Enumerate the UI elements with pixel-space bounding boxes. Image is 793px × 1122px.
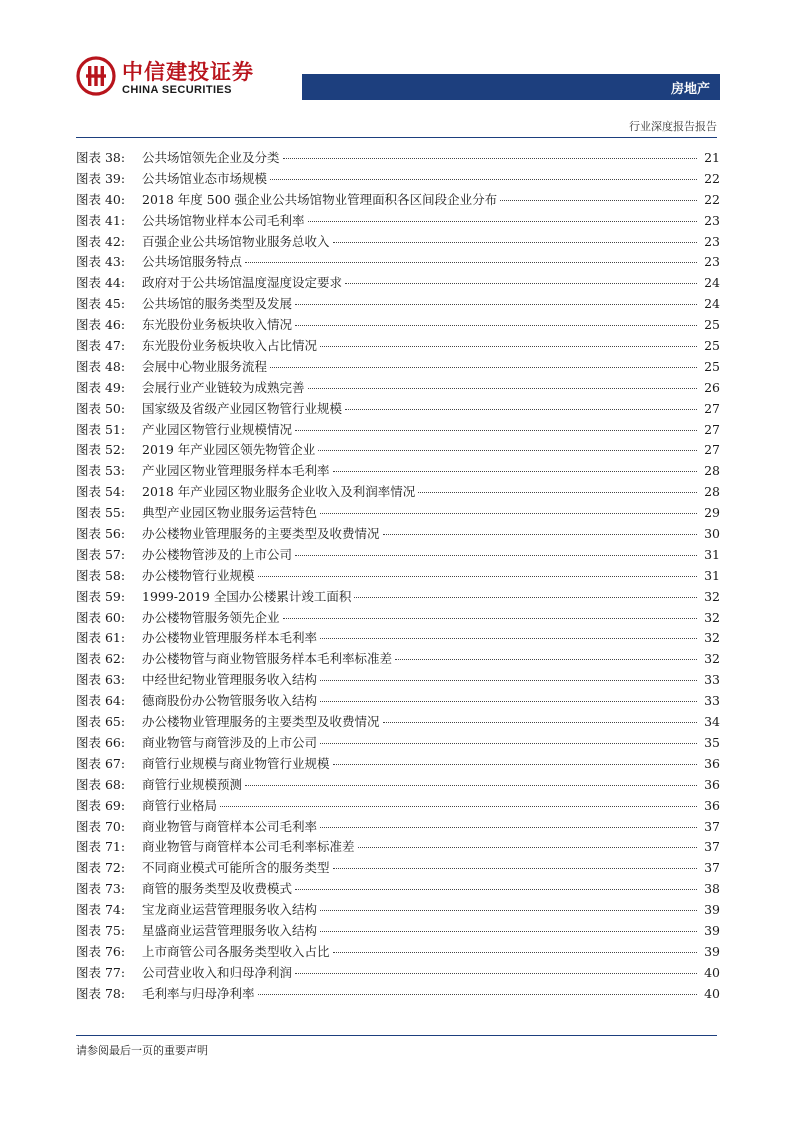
page-number: 34: [704, 714, 720, 730]
figure-label: 图表 74:: [76, 902, 126, 918]
leader-dots: [295, 555, 697, 556]
page-number: 32: [704, 588, 720, 604]
leader-dots: [333, 952, 697, 953]
figure-title[interactable]: 公共场馆的服务类型及发展: [142, 296, 293, 312]
figure-label: 图表 49:: [76, 379, 126, 395]
page-number: 36: [704, 755, 720, 771]
figure-label: 图表 58:: [76, 567, 126, 583]
toc-entry[interactable]: [76, 754, 720, 775]
toc-entry[interactable]: [76, 232, 720, 253]
page-number: 25: [704, 338, 720, 354]
leader-dots: [320, 827, 697, 828]
leader-dots: [283, 618, 697, 619]
leader-dots: [333, 868, 697, 869]
table-of-figures: [76, 148, 720, 1005]
leader-dots: [295, 973, 697, 974]
leader-dots: [320, 701, 697, 702]
page-number: 23: [704, 212, 720, 228]
toc-entry[interactable]: [76, 294, 720, 315]
figure-label: 图表 41:: [76, 212, 126, 228]
figure-label: 图表 43:: [76, 254, 126, 270]
figure-title[interactable]: 会展行业产业链较为成熟完善: [142, 379, 305, 395]
leader-dots: [245, 262, 697, 263]
footer-disclaimer: 请参阅最后一页的重要声明: [76, 1044, 208, 1057]
toc-entry[interactable]: [76, 608, 720, 629]
toc-entry[interactable]: [76, 148, 720, 169]
figure-title[interactable]: 公司营业收入和归母净利润: [142, 964, 293, 980]
page-number: 29: [704, 505, 720, 521]
leader-dots: [320, 638, 697, 639]
page-number: 22: [704, 170, 720, 186]
leader-dots: [418, 492, 697, 493]
toc-entry[interactable]: [76, 524, 720, 545]
figure-title[interactable]: 德商股份办公物管服务收入结构: [142, 693, 318, 709]
figure-label: 图表 65:: [76, 714, 126, 730]
leader-dots: [333, 471, 697, 472]
page-number: 31: [704, 546, 720, 562]
toc-entry[interactable]: [76, 399, 720, 420]
leader-dots: [283, 158, 697, 159]
toc-entry[interactable]: [76, 628, 720, 649]
page-number: 33: [704, 693, 720, 709]
page-number: 28: [704, 463, 720, 479]
figure-label: 图表 60:: [76, 609, 126, 625]
figure-title[interactable]: 商业物管与商管样本公司毛利率标准差: [142, 839, 355, 855]
toc-entry[interactable]: [76, 879, 720, 900]
figure-title[interactable]: 上市商管公司各服务类型收入占比: [142, 943, 330, 959]
figure-label: 图表 72:: [76, 860, 126, 876]
figure-title[interactable]: 东光股份业务板块收入占比情况: [142, 338, 318, 354]
figure-label: 图表 73:: [76, 881, 126, 897]
toc-entry[interactable]: [76, 211, 720, 232]
leader-dots: [320, 346, 697, 347]
figure-title[interactable]: 公共场馆领先企业及分类: [142, 150, 280, 165]
toc-entry[interactable]: [76, 649, 720, 670]
header-bar: [302, 74, 720, 100]
leader-dots: [308, 221, 697, 222]
figure-title[interactable]: 产业园区物管行业规模情况: [142, 421, 293, 437]
page-number: 23: [704, 233, 720, 249]
figure-label: 图表 66:: [76, 734, 126, 750]
toc-entry[interactable]: [76, 691, 720, 712]
header-divider: [76, 137, 717, 138]
toc-entry[interactable]: [76, 837, 720, 858]
figure-label: 图表 67:: [76, 755, 126, 771]
page-number: 27: [704, 442, 720, 458]
leader-dots: [258, 994, 697, 995]
leader-dots: [295, 325, 697, 326]
figure-label: 图表 68:: [76, 776, 126, 792]
figure-label: 图表 59:: [76, 588, 126, 604]
leader-dots: [308, 388, 697, 389]
page-number: 30: [704, 526, 720, 542]
page-number: 25: [704, 317, 720, 333]
figure-label: 图表 61:: [76, 630, 126, 646]
figure-label: 图表 50:: [76, 400, 126, 416]
figure-title[interactable]: 不同商业模式可能所含的服务类型: [142, 860, 330, 876]
figure-label: 图表 56:: [76, 526, 126, 542]
toc-entry[interactable]: [76, 733, 720, 754]
page-number: 37: [704, 839, 720, 855]
figure-title[interactable]: 办公楼物管行业规模: [142, 567, 255, 583]
leader-dots: [354, 597, 697, 598]
figure-label: 图表 52:: [76, 442, 126, 458]
page-number: 25: [704, 358, 720, 374]
figure-title[interactable]: 会展中心物业服务流程: [142, 358, 268, 374]
toc-entry[interactable]: [76, 900, 720, 921]
figure-title[interactable]: 政府对于公共场馆温度湿度设定要求: [142, 275, 343, 291]
toc-entry[interactable]: [76, 796, 720, 817]
leader-dots: [220, 806, 697, 807]
figure-label: 图表 76:: [76, 943, 126, 959]
figure-label: 图表 70:: [76, 818, 126, 834]
leader-dots: [270, 367, 697, 368]
figure-label: 图表 45:: [76, 296, 126, 312]
figure-title[interactable]: 商业物管与商管涉及的上市公司: [142, 734, 318, 750]
leader-dots: [245, 785, 697, 786]
page-number: 27: [704, 400, 720, 416]
figure-label: 图表 55:: [76, 505, 126, 521]
toc-entry[interactable]: [76, 357, 720, 378]
toc-entry[interactable]: [76, 190, 720, 211]
page-number: 24: [704, 296, 720, 312]
page-number: 26: [704, 379, 720, 395]
figure-title[interactable]: 国家级及省级产业园区物管行业规模: [142, 400, 343, 416]
toc-entry[interactable]: [76, 817, 720, 838]
page-number: 39: [704, 943, 720, 959]
figure-label: 图表 69:: [76, 797, 126, 813]
figure-title[interactable]: 2018 年产业园区物业服务企业收入及利润率情况: [142, 484, 416, 500]
leader-dots: [500, 200, 697, 201]
page-number: 39: [704, 902, 720, 918]
leader-dots: [295, 430, 697, 431]
figure-title[interactable]: 1999-2019 全国办公楼累计竣工面积: [142, 588, 352, 604]
page-number: 35: [704, 734, 720, 750]
figure-title[interactable]: 2018 年度 500 强企业公共场馆物业管理面积各区间段企业分布: [142, 191, 498, 207]
page-number: 31: [704, 567, 720, 583]
page-number: 28: [704, 484, 720, 500]
page-number: 36: [704, 797, 720, 813]
toc-entry[interactable]: [76, 963, 720, 984]
toc-entry[interactable]: [76, 942, 720, 963]
toc-entry[interactable]: [76, 587, 720, 608]
figure-label: 图表 71:: [76, 839, 126, 855]
page-number: 33: [704, 672, 720, 688]
toc-entry[interactable]: [76, 440, 720, 461]
figure-title[interactable]: 公共场馆业态市场规模: [142, 170, 268, 186]
toc-entry[interactable]: [76, 921, 720, 942]
figure-label: 图表 40:: [76, 191, 126, 207]
company-logo: [76, 56, 276, 100]
figure-label: 图表 57:: [76, 546, 126, 562]
leader-dots: [320, 513, 697, 514]
figure-title[interactable]: 典型产业园区物业服务运营特色: [142, 505, 318, 521]
toc-entry[interactable]: [76, 420, 720, 441]
toc-entry[interactable]: [76, 273, 720, 294]
figure-title[interactable]: 东光股份业务板块收入情况: [142, 317, 293, 333]
company-name-en: CHINA SECURITIES: [122, 84, 232, 96]
figure-label: 图表 47:: [76, 338, 126, 354]
figure-label: 图表 54:: [76, 484, 126, 500]
leader-dots: [383, 722, 697, 723]
page-number: 39: [704, 922, 720, 938]
toc-entry[interactable]: [76, 775, 720, 796]
figure-title[interactable]: 商管行业规模预测: [142, 776, 243, 792]
page-number: 40: [704, 985, 720, 1001]
figure-title[interactable]: 产业园区物业管理服务样本毛利率: [142, 463, 330, 479]
figure-title[interactable]: 办公楼物管服务领先企业: [142, 609, 280, 625]
page-number: 32: [704, 630, 720, 646]
figure-title[interactable]: 百强企业公共场馆物业服务总收入: [142, 233, 330, 249]
figure-title[interactable]: 商管行业格局: [142, 797, 218, 813]
page-number: 36: [704, 776, 720, 792]
figure-label: 图表 75:: [76, 922, 126, 938]
page-number: 37: [704, 818, 720, 834]
toc-entry[interactable]: [76, 482, 720, 503]
figure-title[interactable]: 办公楼物业管理服务的主要类型及收费情况: [142, 526, 380, 542]
figure-title[interactable]: 宝龙商业运营管理服务收入结构: [142, 902, 318, 918]
toc-entry[interactable]: [76, 169, 720, 190]
citic-logo-icon: [76, 56, 116, 96]
figure-label: 图表 39:: [76, 170, 126, 186]
leader-dots: [395, 659, 697, 660]
figure-title[interactable]: 办公楼物业管理服务的主要类型及收费情况: [142, 714, 380, 730]
figure-label: 图表 62:: [76, 651, 126, 667]
leader-dots: [258, 576, 697, 577]
page-number: 32: [704, 651, 720, 667]
toc-entry[interactable]: [76, 252, 720, 273]
toc-entry[interactable]: [76, 315, 720, 336]
figure-label: 图表 38:: [76, 150, 126, 165]
figure-title[interactable]: 公共场馆物业样本公司毛利率: [142, 212, 305, 228]
figure-label: 图表 48:: [76, 358, 126, 374]
page-number: 24: [704, 275, 720, 291]
page-number: 37: [704, 860, 720, 876]
toc-entry[interactable]: [76, 461, 720, 482]
page-number: 27: [704, 421, 720, 437]
figure-label: 图表 77:: [76, 964, 126, 980]
leader-dots: [333, 764, 697, 765]
page-number: 32: [704, 609, 720, 625]
figure-title[interactable]: 商管行业规模与商业物管行业规模: [142, 755, 330, 771]
figure-label: 图表 53:: [76, 463, 126, 479]
leader-dots: [318, 450, 697, 451]
toc-entry[interactable]: [76, 984, 720, 1005]
figure-title[interactable]: 毛利率与归母净利率: [142, 985, 255, 1001]
figure-title[interactable]: 2019 年产业园区领先物管企业: [142, 442, 316, 458]
figure-label: 图表 64:: [76, 693, 126, 709]
page-number: 40: [704, 964, 720, 980]
page-number: 21: [704, 150, 720, 165]
figure-label: 图表 44:: [76, 275, 126, 291]
page-number: 38: [704, 881, 720, 897]
report-type: 行业深度报告报告: [629, 120, 717, 133]
toc-entry[interactable]: [76, 712, 720, 733]
figure-title[interactable]: 中经世纪物业管理服务收入结构: [142, 672, 318, 688]
leader-dots: [320, 743, 697, 744]
toc-entry[interactable]: [76, 566, 720, 587]
toc-entry[interactable]: [76, 858, 720, 879]
toc-entry[interactable]: [76, 545, 720, 566]
leader-dots: [320, 931, 697, 932]
figure-label: 图表 63:: [76, 672, 126, 688]
leader-dots: [358, 847, 697, 848]
figure-title[interactable]: 商业物管与商管样本公司毛利率: [142, 818, 318, 834]
leader-dots: [333, 242, 697, 243]
figure-title[interactable]: 星盛商业运营管理服务收入结构: [142, 922, 318, 938]
figure-title[interactable]: 公共场馆服务特点: [142, 254, 243, 270]
leader-dots: [320, 910, 697, 911]
figure-title[interactable]: 办公楼物管与商业物管服务样本毛利率标准差: [142, 651, 393, 667]
footer-divider: [76, 1035, 717, 1036]
figure-title[interactable]: 办公楼物管涉及的上市公司: [142, 546, 293, 562]
leader-dots: [295, 304, 697, 305]
figure-label: 图表 46:: [76, 317, 126, 333]
company-name-cn: 中信建投证券: [122, 60, 254, 84]
page-number: 22: [704, 191, 720, 207]
leader-dots: [345, 283, 697, 284]
leader-dots: [295, 889, 697, 890]
figure-title[interactable]: 办公楼物业管理服务样本毛利率: [142, 630, 318, 646]
page-number: 23: [704, 254, 720, 270]
toc-entry[interactable]: [76, 503, 720, 524]
leader-dots: [383, 534, 697, 535]
leader-dots: [320, 680, 697, 681]
leader-dots: [345, 409, 697, 410]
figure-label: 图表 51:: [76, 421, 126, 437]
toc-entry[interactable]: [76, 378, 720, 399]
toc-entry[interactable]: [76, 336, 720, 357]
figure-label: 图表 42:: [76, 233, 126, 249]
industry-category: 房地产: [670, 82, 710, 97]
leader-dots: [270, 179, 697, 180]
figure-title[interactable]: 商管的服务类型及收费模式: [142, 881, 293, 897]
toc-entry[interactable]: [76, 670, 720, 691]
figure-label: 图表 78:: [76, 985, 126, 1001]
